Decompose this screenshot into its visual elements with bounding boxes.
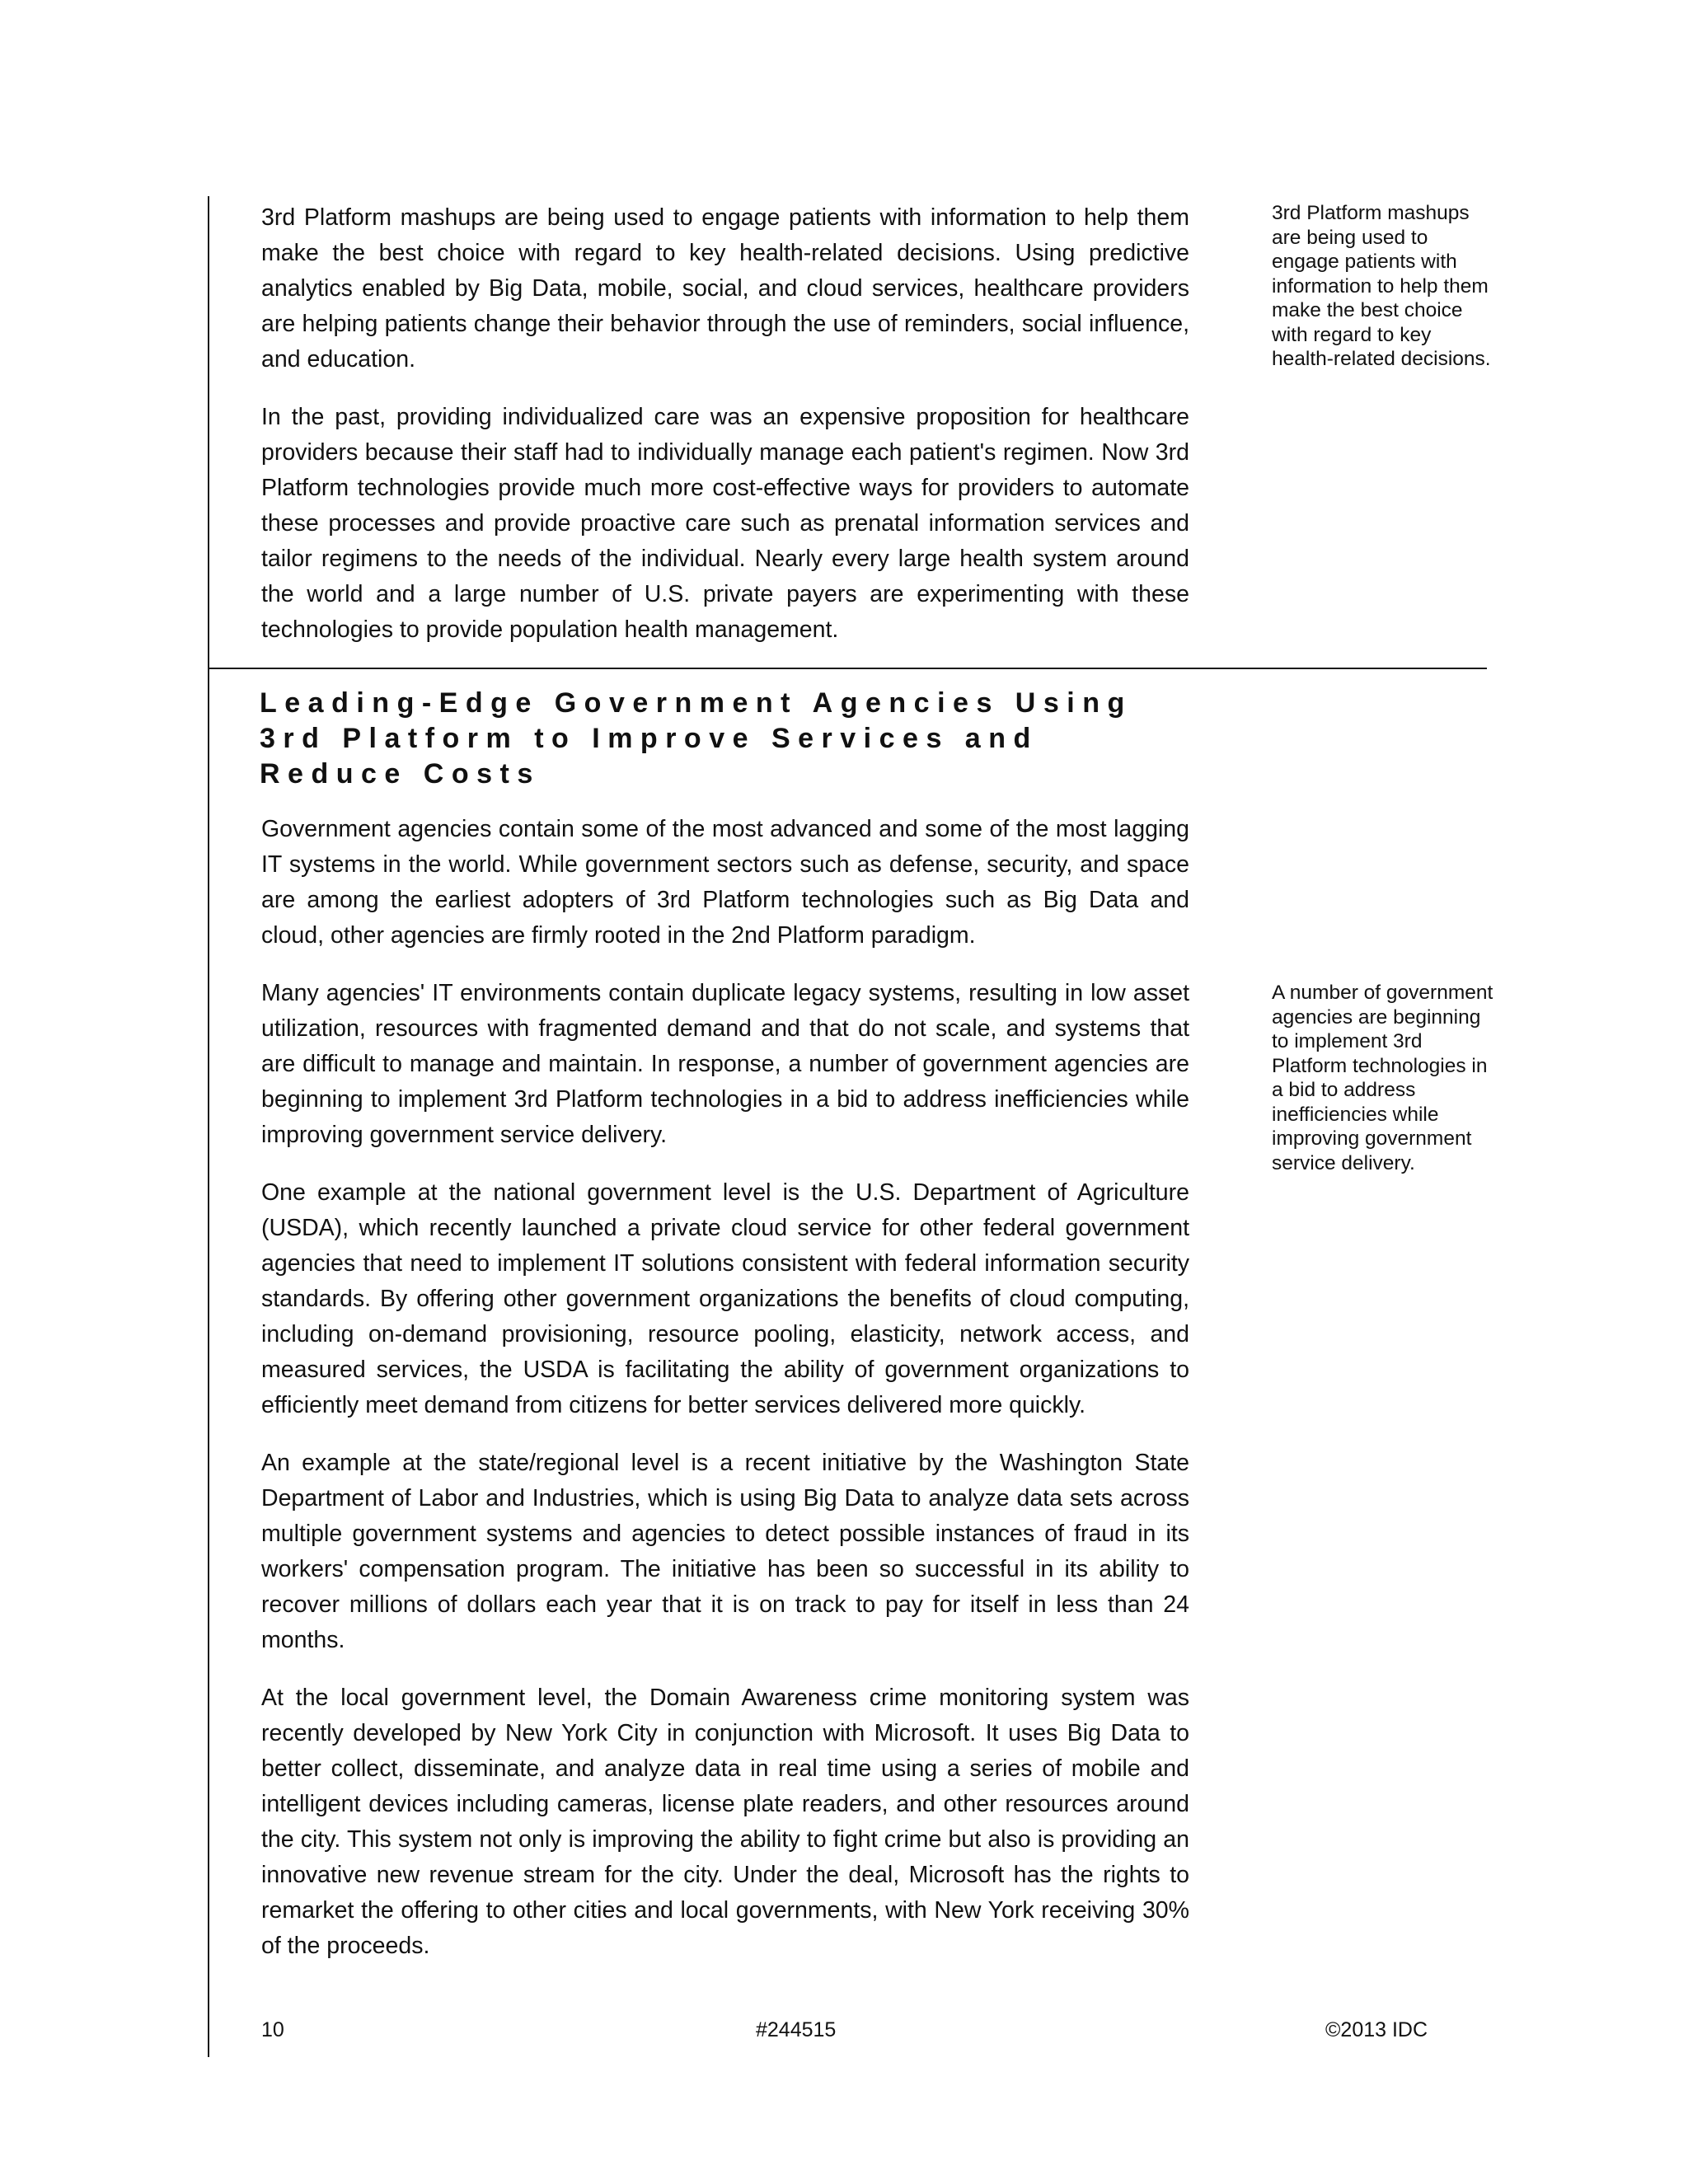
copyright: ©2013 IDC — [1325, 2018, 1428, 2041]
body-column-top — [261, 200, 1189, 648]
body-column-section — [261, 812, 1189, 1964]
paragraph: Many agencies' IT environments contain duplicate legacy systems, resulting in low asset utilization, resources with fragmented demand and that do not scale, and systems that are difficult to manage and maintain. In response, a number of government agencies are beginning to implement 3rd Platform technologies in a bid to address inefficiencies while improving government service delivery. — [261, 980, 1189, 1148]
document-number: #244515 — [756, 2018, 837, 2041]
section-heading-line: Reduce Costs — [260, 758, 541, 790]
margin-pull-quote: 3rd Platform mashups are being used to engage patients with information to help them make the best choice with regard to key health-related decisions. — [1272, 202, 1491, 370]
paragraph: At the local government level, the Domain Awareness crime monitoring system was recently developed by New York City in conjunction with Microsoft. It uses Big Data to better collect, disseminate, and analyze data in real time using a series of mobile and intelligent devices including cameras, license plate readers, and other resources around the city. This system not only is improving the ability to fight crime but also is providing an innovative new revenue stream for the city. Under the deal, Microsoft has the rights to remarket the offering to other cities and local governments, with New York receiving 30% of the proceeds. — [261, 1685, 1189, 1959]
section-divider — [208, 668, 1487, 669]
margin-pull-quote: A number of government agencies are beginning to implement 3rd Platform technologies in a bid to address inefficiencies while improving government service delivery. — [1272, 982, 1493, 1174]
section-heading-line: Leading-Edge Government Agencies Using — [260, 687, 1132, 719]
paragraph: 3rd Platform mashups are being used to engage patients with information to help them make the best choice with regard to key health-related decisions. Using predictive analytics enabled by Big Data, mobile, social, and cloud services, healthcare providers are helping patients change their behavior through the use of reminders, social influence, and education. — [261, 204, 1189, 373]
paragraph: Government agencies contain some of the most advanced and some of the most lagging IT systems in the world. While government sectors such as defense, security, and space are among the earliest adopters of 3rd Platform technologies such as Big Data and cloud, other agencies are firmly rooted in the 2nd Platform paradigm. — [261, 816, 1189, 949]
section-heading-line: 3rd Platform to Improve Services and — [260, 723, 1039, 754]
paragraph: An example at the state/regional level is a recent initiative by the Washington State Department of Labor and Industries, which is using Big Data to analyze data sets across multiple government systems and agencies to detect possible instances of fraud in its workers' compensation program. The initiative has been so successful in its ability to recover millions of dollars each year that it is on track to pay for itself in less than 24 months. — [261, 1450, 1189, 1653]
paragraph: In the past, providing individualized care was an expensive proposition for healthcare providers because their staff had to individually manage each patient's regimen. Now 3rd Platform technologies provide much more cost-effective ways for providers to automate these processes and provide proactive care such as prenatal information services and tailor regimens to the needs of the individual. Nearly every large health system around the world and a large number of U.S. private payers are experimenting with these technologies to provide population health management. — [261, 404, 1189, 643]
page-number: 10 — [261, 2018, 284, 2041]
paragraph: One example at the national government level is the U.S. Department of Agriculture (USDA), which recently launched a private cloud service for other federal government agencies that need to implement IT solutions consistent with federal information security standards. By offering other government organizations the benefits of cloud computing, including on-demand provisioning, resource pooling, elasticity, network access, and measured services, the USDA is facilitating the ability of government organizations to efficiently meet demand from citizens for better services delivered more quickly. — [261, 1179, 1189, 1418]
section-heading — [260, 686, 1191, 792]
left-margin-rule — [208, 196, 209, 2057]
